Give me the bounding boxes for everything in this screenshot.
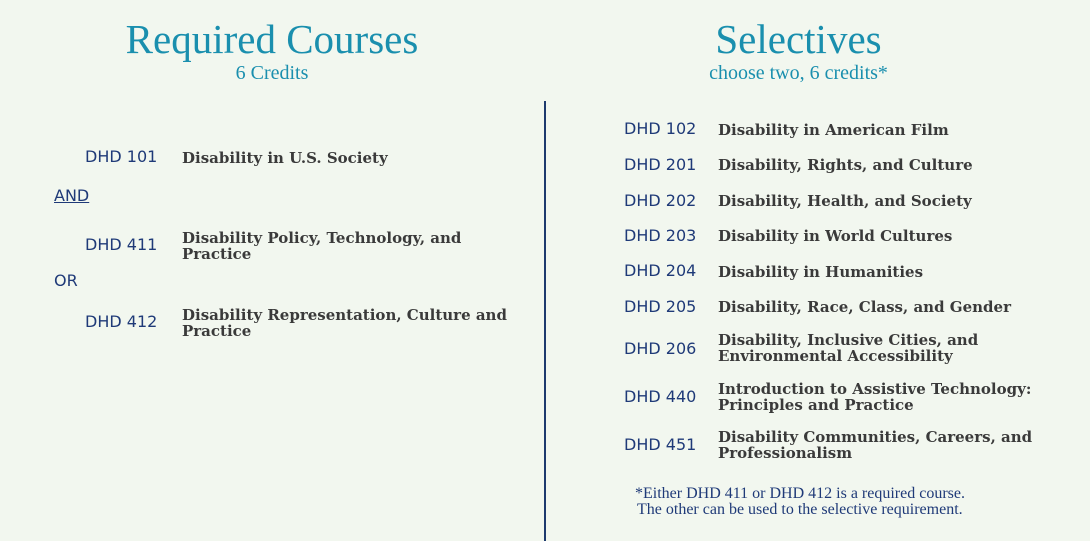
course-code-dhd201: DHD 201	[624, 155, 697, 174]
or-label: OR	[54, 271, 78, 290]
course-code-dhd202: DHD 202	[624, 191, 697, 210]
course-name-dhd202: Disability, Health, and Society	[718, 192, 972, 210]
selectives-heading	[527, 16, 1070, 84]
course-code-dhd203: DHD 203	[624, 226, 697, 245]
selectives-subtitle: choose two, 6 credits*	[709, 62, 888, 84]
course-name-dhd204: Disability in Humanities	[718, 263, 924, 281]
course-code-dhd440: DHD 440	[624, 387, 697, 406]
course-name-dhd102: Disability in American Film	[718, 121, 949, 139]
required-title: Required Courses	[125, 16, 419, 62]
course-name-dhd451: Disability Communities, Careers, and Professionalism	[718, 428, 1033, 462]
footnote-line-1: *Either DHD 411 or DHD 412 is a required course.	[635, 485, 965, 502]
column-divider	[544, 101, 546, 541]
footnote	[635, 486, 965, 518]
course-name-dhd411: Disability Policy, Technology, and Practice	[182, 229, 462, 263]
course-name-dhd206: Disability, Inclusive Cities, and Environmental Accessibility	[718, 331, 979, 365]
course-code-dhd101: DHD 101	[85, 147, 158, 166]
selectives-title: Selectives	[715, 16, 882, 62]
course-name-dhd203: Disability in World Cultures	[718, 227, 953, 245]
course-code-dhd102: DHD 102	[624, 119, 697, 138]
course-name-dhd440: Introduction to Assistive Technology: Principles and Practice	[718, 380, 1032, 414]
required-subtitle: 6 Credits	[235, 62, 309, 84]
course-code-dhd412: DHD 412	[85, 312, 158, 331]
course-name-dhd412: Disability Representation, Culture and Practice	[182, 306, 507, 340]
course-code-dhd205: DHD 205	[624, 297, 697, 316]
course-code-dhd411: DHD 411	[85, 235, 158, 254]
course-code-dhd451: DHD 451	[624, 435, 697, 454]
course-name-dhd101: Disability in U.S. Society	[182, 149, 388, 167]
footnote-line-2: The other can be used to the selective requirement.	[637, 501, 963, 518]
course-code-dhd206: DHD 206	[624, 339, 697, 358]
course-name-dhd201: Disability, Rights, and Culture	[718, 156, 973, 174]
course-name-dhd205: Disability, Race, Class, and Gender	[718, 298, 1011, 316]
course-code-dhd204: DHD 204	[624, 261, 697, 280]
required-heading	[0, 16, 544, 84]
and-label: AND	[54, 186, 90, 205]
